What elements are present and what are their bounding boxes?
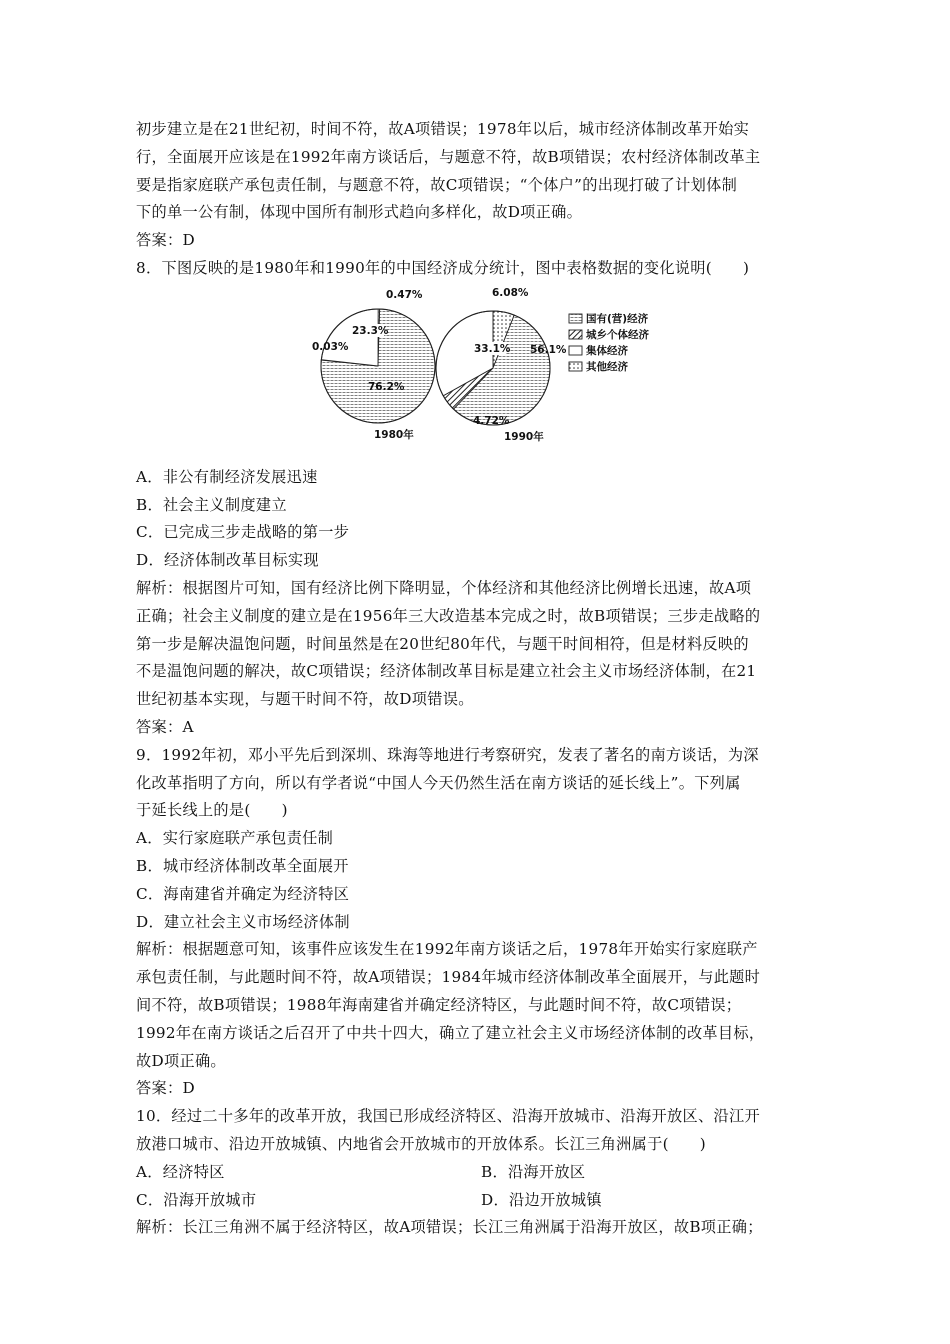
option-10c: C．沿海开放城市 <box>136 1190 257 1209</box>
pie-data-label: 23.3% <box>352 324 389 337</box>
option-10a: A．经济特区 <box>136 1162 225 1181</box>
option-8d: D．经济体制改革目标实现 <box>136 551 319 570</box>
question-9: 于延长线上的是( ) <box>136 801 288 820</box>
explanation-9: 承包责任制，与此题时间不符，故A项错误；1984年城市经济体制改革全面展开，与此题时 <box>136 968 761 987</box>
explanation-9: 间不符，故B项错误；1988年海南建省并确定经济特区，与此题时间不符，故C项错误； <box>136 995 742 1014</box>
answer-9: 答案：D <box>136 1079 195 1098</box>
pie-charts <box>136 286 826 462</box>
legend-label: 集体经济 <box>586 344 628 357</box>
legend-label: 城乡个体经济 <box>586 328 649 341</box>
explanation-10: 解析：长江三角洲不属于经济特区，故A项错误；长江三角洲属于沿海开放区，故B项正确； <box>136 1218 763 1237</box>
legend-swatch <box>569 314 582 323</box>
question-10: 10．经过二十多年的改革开放，我国已形成经济特区、沿海开放城市、沿海开放区、沿江开 <box>136 1107 760 1126</box>
pie-data-label: 33.1% <box>474 342 511 355</box>
pie-data-label: 6.08% <box>492 286 529 299</box>
legend-label: 其他经济 <box>586 360 628 373</box>
option-10b: B．沿海开放区 <box>481 1162 586 1181</box>
answer-8: 答案：A <box>136 717 194 736</box>
question-9: 9．1992年初，邓小平先后到深圳、珠海等地进行考察研究，发表了著名的南方谈话，为深 <box>136 745 759 764</box>
pie-data-label: 76.2% <box>368 380 405 393</box>
text-line: 要是指家庭联产承包责任制，与题意不符，故C项错误；“个体户”的出现打破了计划体制 <box>136 175 738 194</box>
pie-charts-svg <box>136 286 826 462</box>
question-9: 化改革指明了方向，所以有学者说“中国人今天仍然生活在南方谈话的延长线上”。下列属 <box>136 773 741 792</box>
legend-swatch <box>569 362 582 371</box>
pie-data-label: 0.03% <box>312 340 349 353</box>
option-9a: A．实行家庭联产承包责任制 <box>136 829 334 848</box>
legend-swatch <box>569 330 582 339</box>
text-line: 下的单一公有制，体现中国所有制形式趋向多样化，故D项正确。 <box>136 203 583 222</box>
pie-slice-1980-2 <box>321 309 378 366</box>
option-8c: C．已完成三步走战略的第一步 <box>136 523 350 542</box>
pie-title: 1980年 <box>374 428 414 441</box>
option-8b: B．社会主义制度建立 <box>136 495 287 514</box>
legend-label: 国有(营)经济 <box>586 312 649 325</box>
question-8: 8．下图反映的是1980年和1990年的中国经济成分统计，图中表格数据的变化说明( ) <box>136 258 750 277</box>
explanation-9: 1992年在南方谈话之后召开了中共十四大，确立了建立社会主义市场经济体制的改革目标， <box>136 1023 765 1042</box>
explanation-9: 故D项正确。 <box>136 1051 226 1070</box>
options-row <box>136 1187 826 1215</box>
text-line: 行，全面展开应该是在1992年南方谈话后，与题意不符，故B项错误；农村经济体制改革主 <box>136 147 761 166</box>
answer-7: 答案：D <box>136 231 195 250</box>
pie-data-label: 56.1% <box>530 343 567 356</box>
explanation-8: 第一步是解决温饱问题，时间虽然是在20世纪80年代，与题干时间相符，但是材料反映的 <box>136 634 749 653</box>
text-line: 初步建立是在21世纪初，时间不符，故A项错误；1978年以后，城市经济体制改革开始实 <box>136 120 750 138</box>
document-page <box>136 116 826 1242</box>
option-10d: D．沿边开放城镇 <box>481 1190 602 1209</box>
pie-data-label: 0.47% <box>386 288 423 301</box>
legend-swatch <box>569 346 582 355</box>
explanation-8: 不是温饱问题的解决，故C项错误；经济体制改革目标是建立社会主义市场经济体制，在21 <box>136 662 757 681</box>
explanation-8: 世纪初基本实现，与题干时间不符，故D项错误。 <box>136 690 474 709</box>
question-10: 放港口城市、沿边开放城镇、内地省会开放城市的开放体系。长江三角洲属于( ) <box>136 1134 706 1153</box>
explanation-8: 正确；社会主义制度的建立是在1956年三大改造基本完成之时，故B项错误；三步走战略的 <box>136 606 761 625</box>
option-8a: A．非公有制经济发展迅速 <box>136 467 318 486</box>
explanation-9: 解析：根据题意可知，该事件应该发生在1992年南方谈话之后，1978年开始实行家庭联产 <box>136 940 758 959</box>
option-9c: C．海南建省并确定为经济特区 <box>136 884 350 903</box>
pie-title: 1990年 <box>504 430 544 443</box>
pie-data-label: 4.72% <box>473 414 510 427</box>
options-row <box>136 1159 826 1187</box>
explanation-8: 解析：根据图片可知，国有经济比例下降明显，个体经济和其他经济比例增长迅速，故A项 <box>136 578 752 597</box>
option-9d: D．建立社会主义市场经济体制 <box>136 912 350 931</box>
option-9b: B．城市经济体制改革全面展开 <box>136 856 349 875</box>
